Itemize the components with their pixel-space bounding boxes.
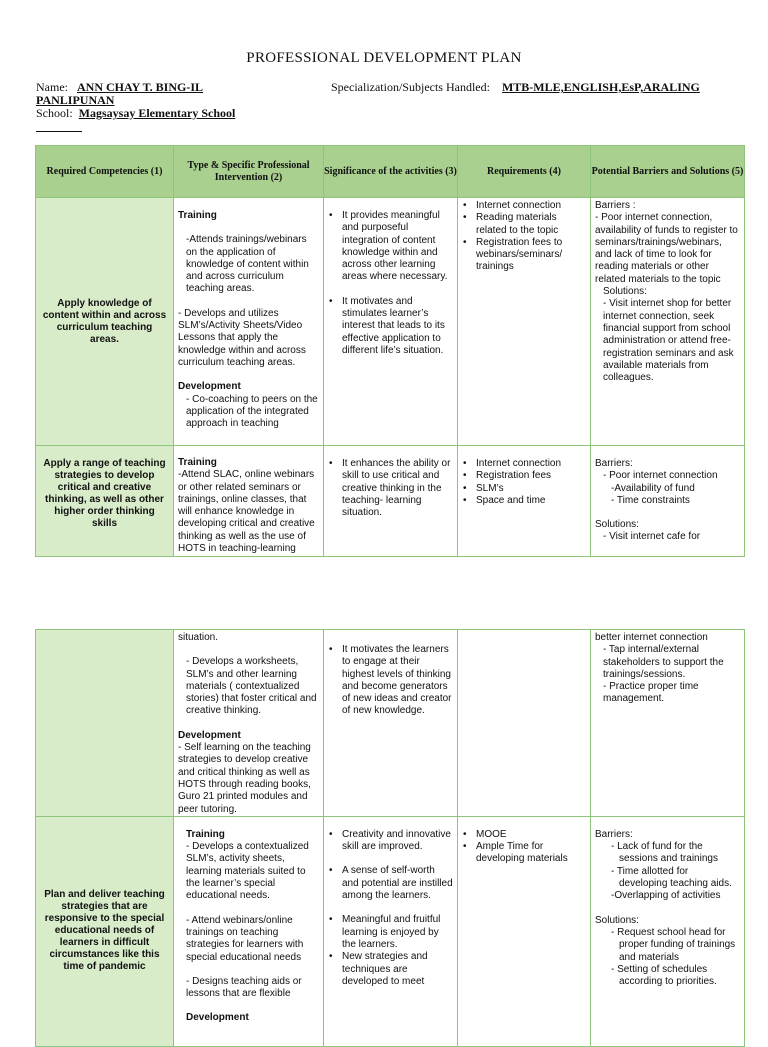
intervention-cell: Training - Develops a contextualized SLM’s, activity sheets, learning materials suited to the learner’s special educational needs. - Attend webinars/online trainings on teaching strategies for learners with special educational needs - Designs teaching aids or lessons that are flexible Development bbox=[174, 816, 324, 1046]
list-item: • Reading materials related to the topic bbox=[476, 212, 586, 237]
barriers-cell: Barriers: - Lack of fund for the sessions and trainings - Time allotted for developing teaching aids. -Overlapping of activities Solutions: - Request school head for proper funding of trainings and materials - Setting of schedules according to priorities. bbox=[591, 816, 745, 1046]
header-barriers: Potential Barriers and Solutions (5) bbox=[591, 146, 745, 198]
list-item: • Registration fees to webinars/seminars/ trainings bbox=[476, 237, 586, 274]
header-significance: Significance of the activities (3) bbox=[324, 146, 458, 198]
list-item: • Meaningful and fruitful learning is enjoyed by the learners. bbox=[342, 914, 453, 951]
list-item: • It motivates the learners to engage at their highest levels of thinking and become generators of new ideas and creator of new knowledge. bbox=[342, 644, 453, 718]
specialization-value-continued: PANLIPUNAN bbox=[36, 93, 115, 107]
development-plan-table-page2 bbox=[35, 629, 745, 1047]
name-value: ANN CHAY T. BING-IL bbox=[77, 80, 204, 94]
competency-cell bbox=[36, 630, 174, 817]
school-label: School: bbox=[36, 106, 73, 120]
header-competencies: Required Competencies (1) bbox=[36, 146, 174, 198]
specialization-value: MTB-MLE,ENGLISH,EsP,ARALING bbox=[501, 80, 700, 94]
significance-cell bbox=[324, 630, 458, 817]
list-item: • Registration fees bbox=[476, 470, 586, 482]
competency-cell: Plan and deliver teaching strategies that are responsive to the special educational needs of learners in difficult circumstances like this time of pandemic bbox=[36, 816, 174, 1046]
intervention-cell: Training -Attend SLAC, online webinars or other related seminars or trainings, online classes, that will enhance knowledge in developing critical and creative thinking as well as the use of HOTS in teaching-learning bbox=[174, 446, 324, 557]
list-item: • Internet connection bbox=[476, 458, 586, 470]
table-row bbox=[36, 630, 745, 817]
significance-cell bbox=[324, 816, 458, 1046]
specialization-line bbox=[331, 81, 700, 94]
list-item: • SLM’s bbox=[476, 483, 586, 495]
document-title: PROFESSIONAL DEVELOPMENT PLAN bbox=[246, 50, 522, 66]
development-plan-table-page1 bbox=[35, 145, 745, 557]
school-line bbox=[36, 107, 235, 120]
competency-cell: Apply knowledge of content within and across curriculum teaching areas. bbox=[36, 198, 174, 446]
requirements-cell bbox=[458, 630, 591, 817]
list-item: • Creativity and innovative skill are improved. bbox=[342, 829, 453, 854]
header-divider bbox=[36, 131, 82, 132]
intervention-cell: situation. - Develops a worksheets, SLM’s and other learning materials ( contextualized stories) that foster critical and creative thinking. Development - Self learning on the teaching strategies to develop creative and critical thinking as well as HOTS through reading books, Guro 21 printed modules and peer tutoring. bbox=[174, 630, 324, 817]
requirements-cell bbox=[458, 816, 591, 1046]
development-label: Development bbox=[178, 381, 241, 393]
list-item: • It motivates and stimulates learner’s interest that leads to its effective application to different life’s situation. bbox=[342, 296, 453, 357]
list-item: • A sense of self-worth and potential are instilled among the learners. bbox=[342, 865, 453, 902]
header-requirements: Requirements (4) bbox=[458, 146, 591, 198]
significance-cell bbox=[324, 446, 458, 557]
list-item: • Internet connection bbox=[476, 200, 586, 212]
table-row bbox=[36, 198, 745, 446]
barriers-cell: Barriers : - Poor internet connection, availability of funds to register to seminars/trainings/webinars, and lack of time to look for reading materials or other related materials to the topic Solutions: - Visit internet shop for better internet connection, seek financial support from school administration or attend free-registration seminars and ask available materials from colleagues. bbox=[591, 198, 745, 446]
barriers-cell: better internet connection - Tap internal/external stakeholders to support the trainings/sessions. - Practice proper time management. bbox=[591, 630, 745, 817]
school-value: Magsaysay Elementary School bbox=[78, 106, 236, 120]
name-label: Name: bbox=[36, 80, 68, 94]
significance-cell bbox=[324, 198, 458, 446]
list-item: • Ample Time for developing materials bbox=[476, 841, 586, 866]
list-item: • Space and time bbox=[476, 495, 586, 507]
training-label: Training bbox=[178, 210, 217, 221]
requirements-cell bbox=[458, 446, 591, 557]
intervention-cell: Training -Attends trainings/webinars on the application of knowledge of content within and across curriculum teaching areas. - Develops and utilizes SLM’s/Activity Sheets/Video Lessons that apply the knowledge within and across curriculum teaching areas. Development - Co-coaching to peers on the application of the integrated approach in teaching bbox=[174, 198, 324, 446]
list-item: • MOOE bbox=[476, 829, 586, 841]
list-item: • It enhances the ability or skill to use critical and creative thinking in the teaching- learning situation. bbox=[342, 458, 453, 519]
table-header-row bbox=[36, 146, 745, 198]
barriers-cell: Barriers: - Poor internet connection -Availability of fund - Time constraints Solutions: - Visit internet cafe for bbox=[591, 446, 745, 557]
table-row bbox=[36, 816, 745, 1046]
header-intervention: Type & Specific Professional Intervention (2) bbox=[174, 146, 324, 198]
specialization-label: Specialization/Subjects Handled: bbox=[331, 80, 490, 94]
requirements-cell bbox=[458, 198, 591, 446]
list-item: • New strategies and techniques are developed to meet bbox=[342, 951, 453, 988]
competency-cell: Apply a range of teaching strategies to develop critical and creative thinking, as well as other higher order thinking skills bbox=[36, 446, 174, 557]
table-row bbox=[36, 446, 745, 557]
list-item: • It provides meaningful and purposeful integration of content knowledge within and across other learning areas where necessary. bbox=[342, 210, 453, 284]
